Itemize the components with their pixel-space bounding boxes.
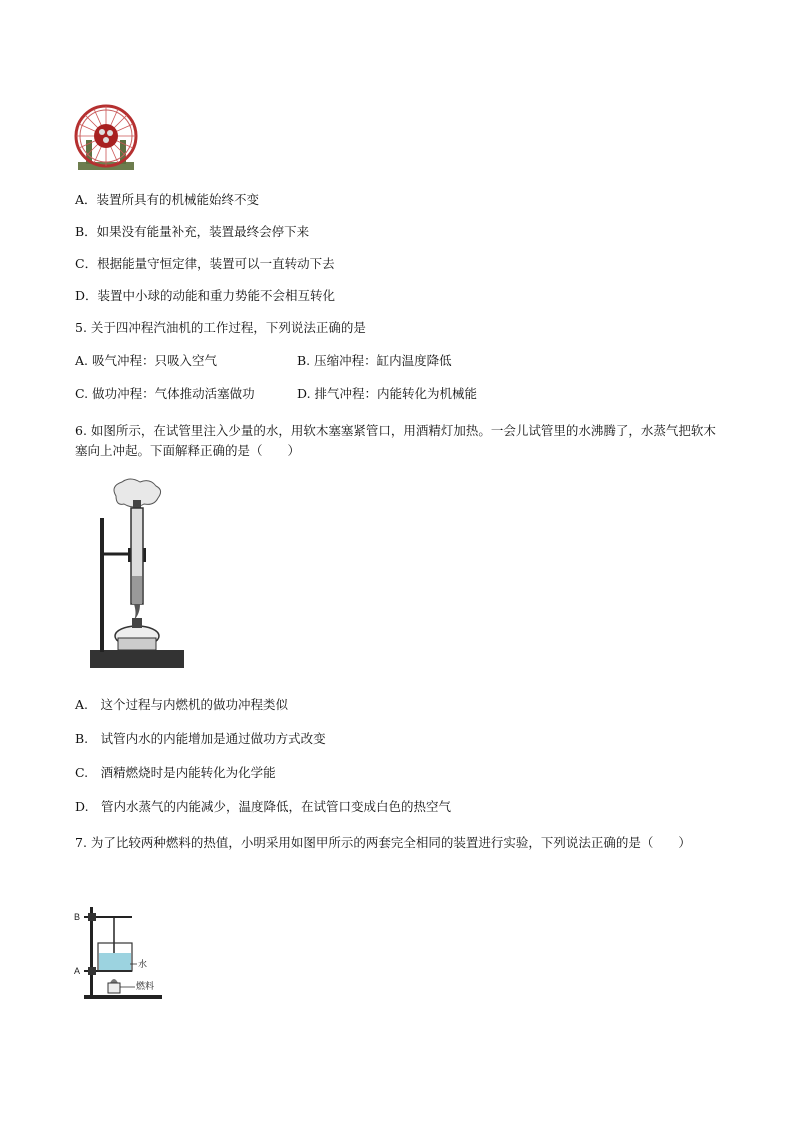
q5-option-a: A. 吸气冲程：只吸入空气 [75, 353, 217, 368]
q6-stem: 6. 如图所示，在试管里注入少量的水，用软木塞塞紧管口，用酒精灯加热。一会儿试管里的水沸腾了，水蒸气把软木塞向上冲起。下面解释正确的是（ ） [75, 423, 716, 458]
label-fuel: 燃料 [136, 981, 155, 991]
q5-option-c: C. 做功冲程：气体推动活塞做功 [75, 386, 255, 401]
fuel-heating-apparatus-figure [72, 903, 172, 1003]
q6-option-c: C. 酒精燃烧时是内能转化为化学能 [75, 765, 276, 780]
label-water: 水 [138, 959, 148, 969]
q4-option-c: C．根据能量守恒定律，装置可以一直转动下去 [75, 256, 335, 271]
q5-stem: 5. 关于四冲程汽油机的工作过程，下列说法正确的是 [75, 320, 366, 335]
q6-option-a: A. 这个过程与内燃机的做功冲程类似 [75, 697, 289, 712]
test-tube-heating-figure [88, 478, 188, 673]
q5-option-d: D. 排气冲程：内能转化为机械能 [297, 386, 478, 401]
q7-stem: 7. 为了比较两种燃料的热值，小明采用如图甲所示的两套完全相同的装置进行实验，下列说法正确的是（ ） [75, 835, 691, 850]
label-b: B [74, 912, 81, 922]
label-a: A [74, 966, 81, 976]
q6-option-b: B. 试管内水的内能增加是通过做功方式改变 [75, 731, 326, 746]
q5-option-b: B. 压缩冲程：缸内温度降低 [297, 353, 452, 368]
q4-option-a: A．装置所具有的机械能始终不变 [75, 192, 260, 207]
q4-option-b: B．如果没有能量补充，装置最终会停下来 [75, 224, 310, 239]
q4-option-d: D．装置中小球的动能和重力势能不会相互转化 [75, 288, 336, 303]
wheel-device-figure [72, 100, 152, 175]
q6-option-d: D. 管内水蒸气的内能减少，温度降低，在试管口变成白色的热空气 [75, 799, 452, 814]
